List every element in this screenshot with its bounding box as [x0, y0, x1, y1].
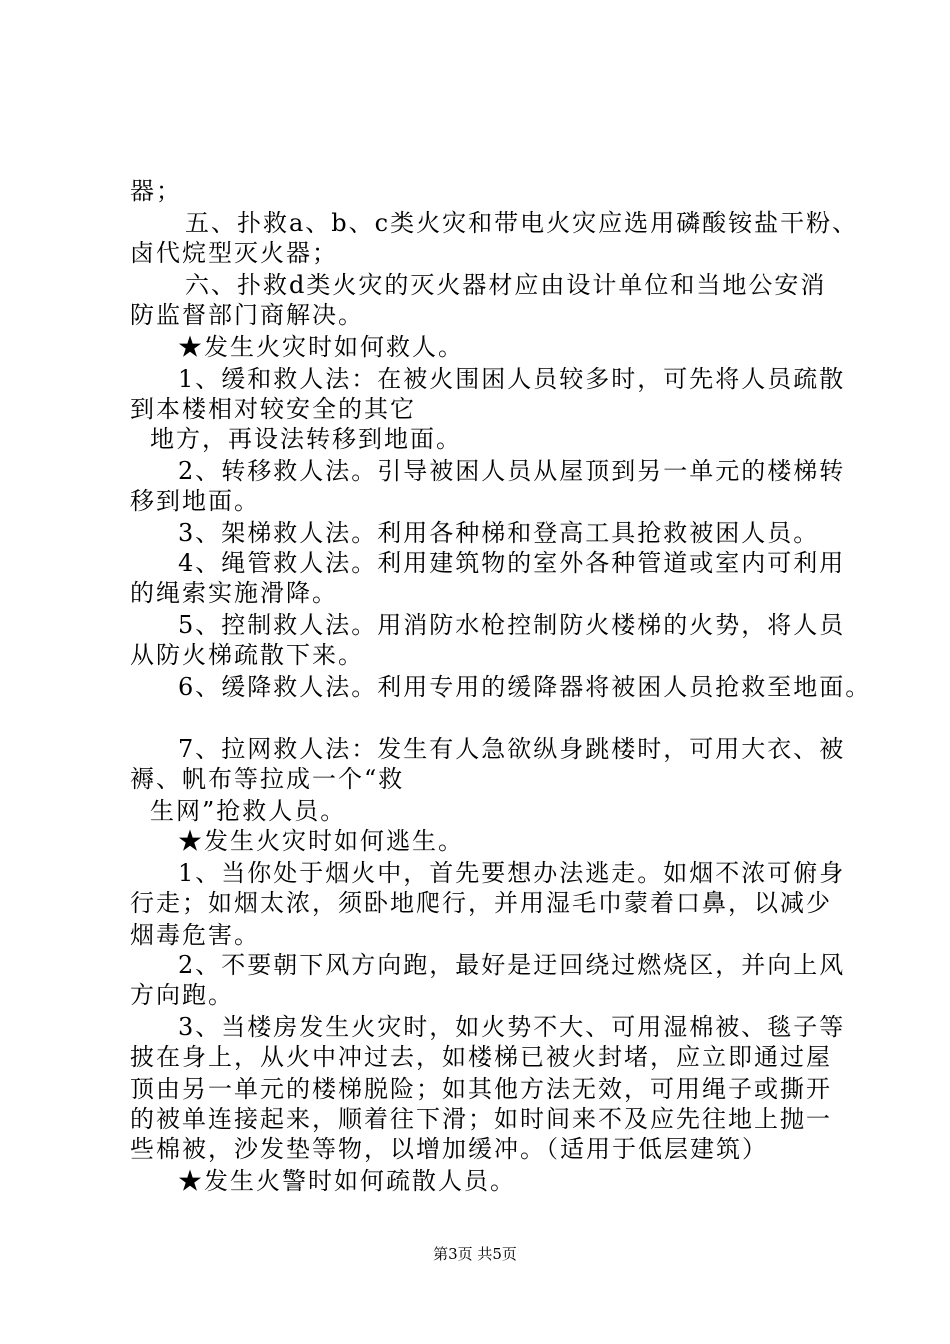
- page-number: 第3页 共5页: [433, 1245, 517, 1263]
- text-line: 烟毒危害。: [130, 921, 260, 949]
- section-heading: ★发生火灾时如何逃生。: [178, 827, 464, 855]
- text-line: 顶由另一单元的楼梯脱险；如其他方法无效，可用绳子或撕开: [130, 1075, 832, 1103]
- text-line: 五、扑救a、b、c类火灾和带电火灾应选用磷酸铵盐干粉、: [185, 209, 859, 237]
- text-line: 的被单连接起来，顺着往下滑；如时间来不及应先往地上抛一: [130, 1105, 832, 1133]
- text-line: 1、缓和救人法：在被火围困人员较多时，可先将人员疏散: [178, 365, 846, 393]
- text-line: 2、转移救人法。引导被困人员从屋顶到另一单元的楼梯转: [178, 457, 846, 485]
- text-line: 行走；如烟太浓，须卧地爬行，并用湿毛巾蒙着口鼻，以减少: [130, 889, 832, 917]
- text-line: 2、不要朝下风方向跑，最好是迂回绕过燃烧区，并向上风: [178, 951, 846, 979]
- text-line: 7、拉网救人法：发生有人急欲纵身跳楼时，可用大衣、被: [178, 735, 846, 763]
- text-line: 褥、帆布等拉成一个“救: [130, 765, 405, 793]
- text-line: 6、缓降救人法。利用专用的缓降器将被困人员抢救至地面。: [178, 673, 872, 701]
- text-line: 地方，再设法转移到地面。: [150, 425, 462, 453]
- text-line: 器；: [130, 177, 182, 205]
- text-line: 生网”抢救人员。: [150, 797, 347, 825]
- text-line: 4、绳管救人法。利用建筑物的室外各种管道或室内可利用: [178, 549, 846, 577]
- text-line: 些棉被，沙发垫等物，以增加缓冲。（适用于低层建筑）: [130, 1135, 768, 1163]
- text-line: 六、扑救d类火灾的灭火器材应由设计单位和当地公安消: [185, 271, 827, 299]
- text-line: 方向跑。: [130, 981, 234, 1009]
- text-line: 从防火梯疏散下来。: [130, 641, 364, 669]
- text-line: 3、当楼房发生火灾时，如火势不大、可用湿棉被、毯子等: [178, 1013, 846, 1041]
- text-line: 披在身上，从火中冲过去，如楼梯已被火封堵，应立即通过屋: [130, 1043, 832, 1071]
- text-line: 的绳索实施滑降。: [130, 579, 338, 607]
- text-line: 移到地面。: [130, 487, 260, 515]
- text-line: 防监督部门商解决。: [130, 301, 364, 329]
- text-line: 到本楼相对较安全的其它: [130, 395, 416, 423]
- section-heading: ★发生火灾时如何救人。: [178, 333, 464, 361]
- text-line: 3、架梯救人法。利用各种梯和登高工具抢救被困人员。: [178, 519, 820, 547]
- text-line: 卤代烷型灭火器；: [130, 239, 338, 267]
- text-line: 1、当你处于烟火中，首先要想办法逃走。如烟不浓可俯身: [178, 859, 846, 887]
- text-line: 5、控制救人法。用消防水枪控制防火楼梯的火势，将人员: [178, 611, 846, 639]
- section-heading: ★发生火警时如何疏散人员。: [178, 1167, 516, 1195]
